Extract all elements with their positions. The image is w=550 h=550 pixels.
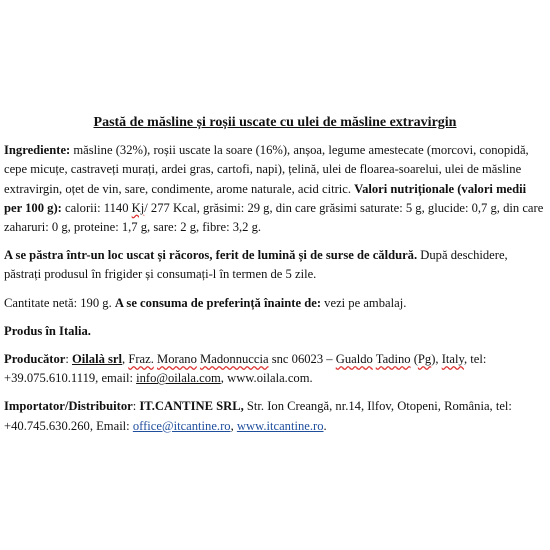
nutrition-label: Valori nutriționale (valori medii per 100 g): <box>4 181 527 215</box>
producer-paragraph <box>4 350 546 388</box>
importer-label: Importator/Distribuitor <box>4 399 133 414</box>
storage-text: După deschidere, păstrați produsul în frigider și consumați-l în termen de 5 zile. <box>4 248 508 282</box>
nutrition-text-2: / 277 Kcal, grăsimi: 29 g, din care grăsimi saturate: 5 g, glucide: 0,7 g, din care zaharuri: 0 g, proteine: 1,7 g, sare: 2 g, fibre: 3,2 g. <box>4 200 544 235</box>
importer-email-link[interactable]: office@itcantine.ro <box>132 418 231 433</box>
producer-label: Producător <box>4 352 66 367</box>
importer-colon: : <box>132 399 140 414</box>
producer-email-link[interactable]: info@oilala.com <box>136 371 221 386</box>
ingredients-label: Ingrediente: <box>4 143 71 158</box>
storage-paragraph <box>4 246 546 284</box>
quantity-paragraph <box>4 294 546 313</box>
best-before-label: A se consuma de preferință înainte de: <box>114 295 322 310</box>
importer-end: . <box>323 418 327 433</box>
producer-web: , www.oilala.com. <box>220 371 313 386</box>
quantity-text: Cantitate netă: 190 g. <box>4 295 115 310</box>
producer-sep: , <box>122 352 129 367</box>
document-title: Pastă de măsline și roșii uscate cu ulei de măsline extravirgin <box>93 115 457 130</box>
producer-city: Gualdo <box>335 352 373 367</box>
producer-colon: : <box>65 352 72 367</box>
importer-sep: , <box>230 418 237 433</box>
importer-paragraph <box>4 397 546 435</box>
producer-space-4: ( <box>410 352 418 367</box>
producer-street-4: snc 06023 – <box>268 352 336 367</box>
producer-street-3: Madonnuccia <box>200 352 269 367</box>
producer-country: Italy <box>441 352 464 367</box>
storage-bold: A se păstra într-un loc uscat și răcoros, ferit de lumină și de surse de căldură. <box>4 248 418 263</box>
nutrition-kj: Kj <box>131 200 145 215</box>
producer-province: Pg <box>417 352 432 367</box>
product-label-document <box>4 113 546 445</box>
producer-street-2: Morano <box>157 352 197 367</box>
origin-text: Produs în Italia. <box>4 323 91 338</box>
producer-street-1: Fraz. <box>128 352 154 367</box>
ingredients-paragraph <box>4 141 546 237</box>
origin-paragraph <box>4 322 546 341</box>
producer-city-2: Tadino <box>375 352 411 367</box>
importer-web-link[interactable]: www.itcantine.ro <box>236 418 324 433</box>
importer-address: Str. Ion Creangă, nr.14, Ilfov, Otopeni, România, tel: +40.745.630.260, Email: <box>4 399 512 433</box>
producer-name: Oilalà srl <box>71 352 123 367</box>
ingredients-text: măsline (32%), roșii uscate la soare (16%), anșoa, legume amestecate (morcovi, conopidă, cepe micuțe, castraveți murați, ardei gras, cartofi, napi), țelină, ulei de floarea-soarelui, ulei de măsline extravirgin, oțet de vin, sare, condimente, arome naturale, acid citric. <box>4 143 529 196</box>
producer-tel: , tel: +39.075.610.1119, email: <box>4 352 487 386</box>
nutrition-text-1: calorii: 1140 <box>61 200 132 215</box>
importer-name: IT.CANTINE SRL, <box>139 399 244 414</box>
best-before-text: vezi pe ambalaj. <box>321 295 407 310</box>
producer-comma: ), <box>431 352 442 367</box>
